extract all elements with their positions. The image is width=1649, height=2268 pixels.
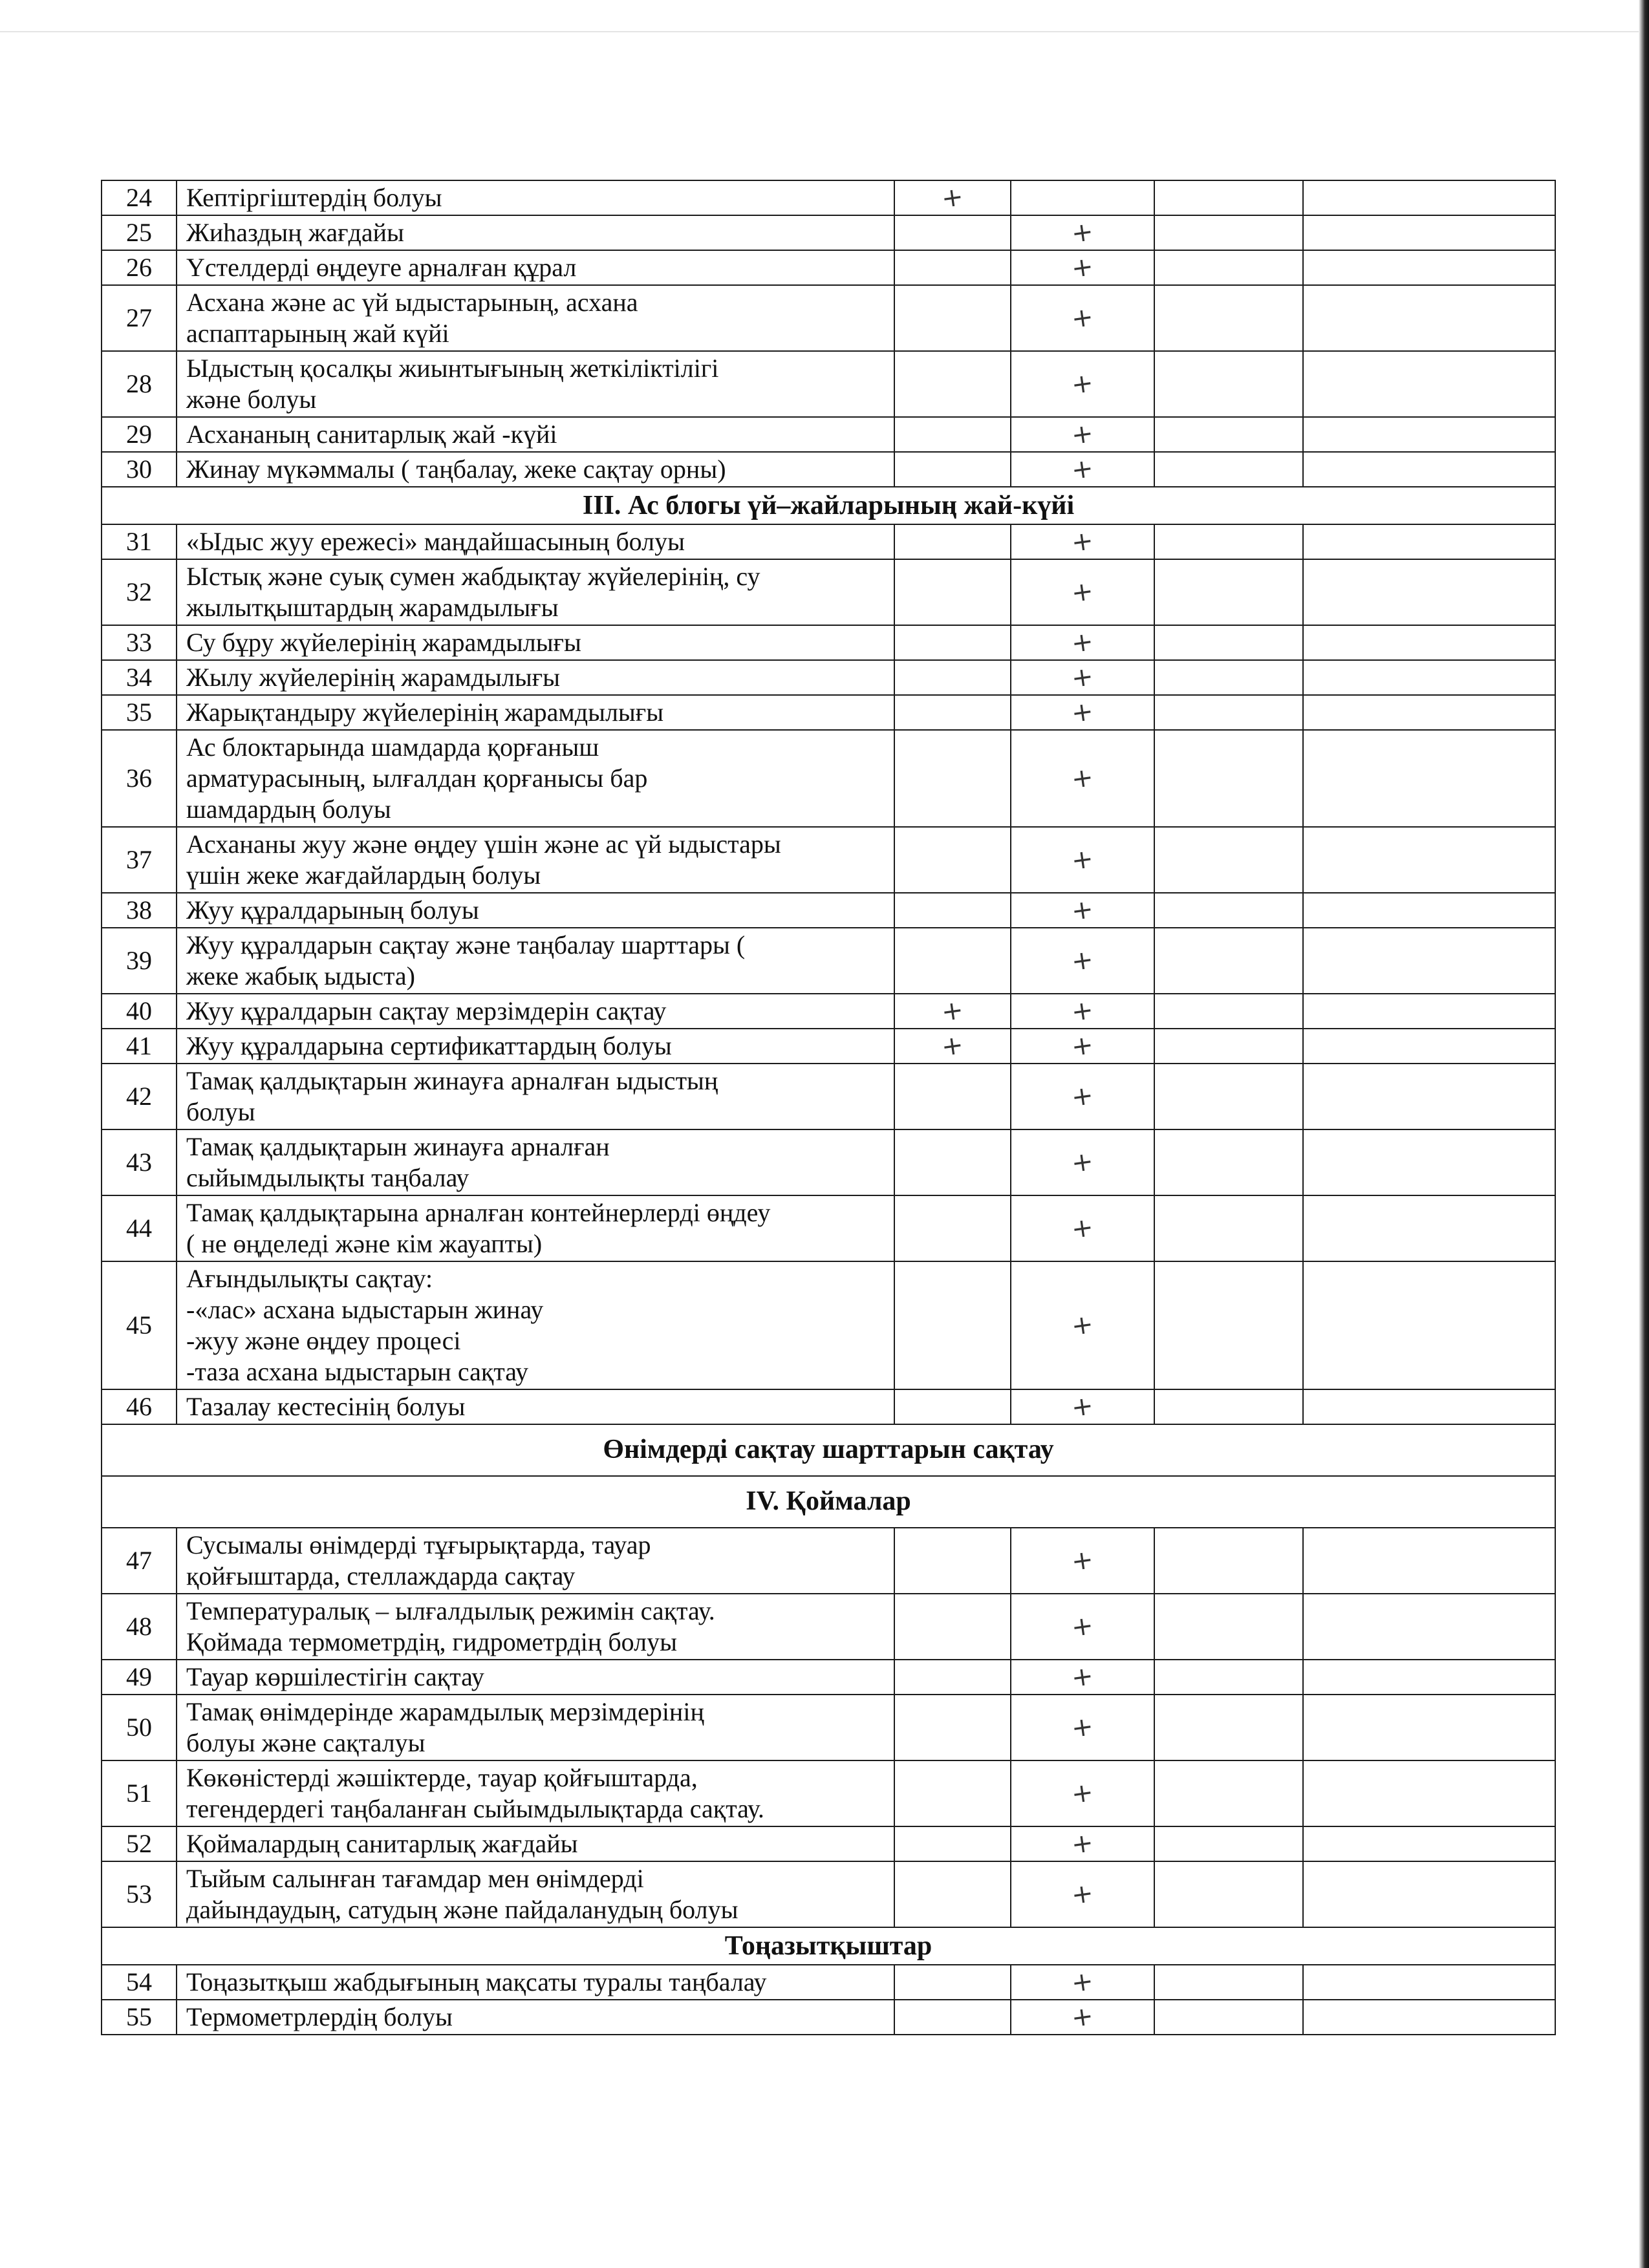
item-number: 50 xyxy=(102,1695,177,1760)
mark-cell-col-3 xyxy=(1154,928,1303,994)
mark-cell-col-1 xyxy=(894,1760,1011,1826)
item-description: «Ыдыс жуу ережесі» маңдайшасының болуы xyxy=(177,524,894,559)
table-row xyxy=(102,1129,1555,1195)
handwritten-mark: + xyxy=(1070,994,1095,1028)
mark-cell-col-3 xyxy=(1154,1029,1303,1064)
handwritten-mark: + xyxy=(1070,661,1095,694)
item-description: Ыдыстың қосалқы жиынтығының жеткіліктілігі және болуы xyxy=(177,351,894,417)
mark-cell-col-4 xyxy=(1303,1826,1555,1861)
mark-cell-col-4 xyxy=(1303,250,1555,285)
table-row xyxy=(102,1195,1555,1261)
mark-cell-col-3 xyxy=(1154,695,1303,730)
item-number: 39 xyxy=(102,928,177,994)
item-description: Жылу жүйелерінің жарамдылығы xyxy=(177,660,894,695)
item-description: Су бұру жүйелерінің жарамдылығы xyxy=(177,625,894,660)
handwritten-mark: + xyxy=(940,994,965,1028)
mark-cell-col-2 xyxy=(1011,524,1154,559)
mark-cell-col-4 xyxy=(1303,1064,1555,1129)
handwritten-mark: + xyxy=(1070,893,1095,927)
handwritten-mark: + xyxy=(1070,1965,1095,1999)
mark-cell-col-2 xyxy=(1011,1389,1154,1424)
checklist-body xyxy=(102,180,1555,2035)
item-description: Тамақ қалдықтарын жинауға арналған сыйымдылықты таңбалау xyxy=(177,1129,894,1195)
handwritten-mark: + xyxy=(1070,1777,1095,1810)
mark-cell-col-1 xyxy=(894,1064,1011,1129)
mark-cell-col-4 xyxy=(1303,351,1555,417)
item-description: Тамақ өнімдерінде жарамдылық мерзімдерінің болуы және сақталуы xyxy=(177,1695,894,1760)
item-number: 42 xyxy=(102,1064,177,1129)
mark-cell-col-3 xyxy=(1154,1261,1303,1389)
item-number: 30 xyxy=(102,452,177,487)
mark-cell-col-2 xyxy=(1011,625,1154,660)
item-number: 46 xyxy=(102,1389,177,1424)
item-number: 34 xyxy=(102,660,177,695)
item-description: Тыйым салынған тағамдар мен өнімдерді дайындаудың, сатудың және пайдаланудың болуы xyxy=(177,1861,894,1927)
mark-cell-col-3 xyxy=(1154,1594,1303,1660)
mark-cell-col-1 xyxy=(894,827,1011,893)
item-number: 31 xyxy=(102,524,177,559)
mark-cell-col-2 xyxy=(1011,1660,1154,1695)
item-number: 28 xyxy=(102,351,177,417)
handwritten-mark: + xyxy=(1070,1146,1095,1179)
table-row xyxy=(102,417,1555,452)
mark-cell-col-3 xyxy=(1154,285,1303,351)
mark-cell-col-2 xyxy=(1011,2000,1154,2035)
table-row xyxy=(102,994,1555,1029)
mark-cell-col-3 xyxy=(1154,215,1303,250)
handwritten-mark: + xyxy=(1070,525,1095,559)
mark-cell-col-2 xyxy=(1011,994,1154,1029)
mark-cell-col-4 xyxy=(1303,452,1555,487)
item-number: 25 xyxy=(102,215,177,250)
handwritten-mark: + xyxy=(1070,418,1095,451)
section-title: Өнімдерді сақтау шарттарын сақтау xyxy=(102,1424,1555,1476)
mark-cell-col-3 xyxy=(1154,1528,1303,1594)
inspection-checklist-table xyxy=(101,180,1556,2035)
mark-cell-col-4 xyxy=(1303,1389,1555,1424)
mark-cell-col-1 xyxy=(894,1594,1011,1660)
mark-cell-col-2 xyxy=(1011,180,1154,215)
item-description: Асхананың санитарлық жай -күйі xyxy=(177,417,894,452)
mark-cell-col-2 xyxy=(1011,559,1154,625)
handwritten-mark: + xyxy=(1070,367,1095,401)
mark-cell-col-4 xyxy=(1303,695,1555,730)
mark-cell-col-1 xyxy=(894,2000,1011,2035)
item-number: 53 xyxy=(102,1861,177,1927)
mark-cell-col-1 xyxy=(894,893,1011,928)
item-description: Қоймалардың санитарлық жағдайы xyxy=(177,1826,894,1861)
mark-cell-col-2 xyxy=(1011,1129,1154,1195)
mark-cell-col-4 xyxy=(1303,827,1555,893)
mark-cell-col-1 xyxy=(894,625,1011,660)
table-row xyxy=(102,1965,1555,2000)
item-description: Ыстық және суық сумен жабдықтау жүйелерінің, су жылытқыштардың жарамдылығы xyxy=(177,559,894,625)
mark-cell-col-4 xyxy=(1303,1594,1555,1660)
table-row xyxy=(102,1029,1555,1064)
item-number: 24 xyxy=(102,180,177,215)
section-header-row xyxy=(102,1927,1555,1965)
mark-cell-col-1 xyxy=(894,1660,1011,1695)
mark-cell-col-1 xyxy=(894,351,1011,417)
table-row xyxy=(102,285,1555,351)
mark-cell-col-4 xyxy=(1303,524,1555,559)
mark-cell-col-2 xyxy=(1011,1965,1154,2000)
mark-cell-col-2 xyxy=(1011,1528,1154,1594)
item-number: 43 xyxy=(102,1129,177,1195)
mark-cell-col-4 xyxy=(1303,1029,1555,1064)
mark-cell-col-3 xyxy=(1154,351,1303,417)
handwritten-mark: + xyxy=(1070,944,1095,978)
item-number: 48 xyxy=(102,1594,177,1660)
handwritten-mark: + xyxy=(1070,762,1095,795)
mark-cell-col-2 xyxy=(1011,827,1154,893)
mark-cell-col-2 xyxy=(1011,893,1154,928)
handwritten-mark: + xyxy=(1070,301,1095,335)
mark-cell-col-3 xyxy=(1154,1064,1303,1129)
mark-cell-col-3 xyxy=(1154,2000,1303,2035)
item-description: Термометрлердің болуы xyxy=(177,2000,894,2035)
mark-cell-col-4 xyxy=(1303,660,1555,695)
mark-cell-col-4 xyxy=(1303,1660,1555,1695)
mark-cell-col-3 xyxy=(1154,180,1303,215)
mark-cell-col-2 xyxy=(1011,1861,1154,1927)
item-number: 55 xyxy=(102,2000,177,2035)
handwritten-mark: + xyxy=(1070,1080,1095,1113)
mark-cell-col-3 xyxy=(1154,1195,1303,1261)
mark-cell-col-2 xyxy=(1011,1594,1154,1660)
item-description: Жуу құралдарын сақтау мерзімдерін сақтау xyxy=(177,994,894,1029)
item-description: Жуу құралдарын сақтау және таңбалау шарттары ( жеке жабық ыдыста) xyxy=(177,928,894,994)
mark-cell-col-4 xyxy=(1303,285,1555,351)
table-row xyxy=(102,250,1555,285)
item-description: Жарықтандыру жүйелерінің жарамдылығы xyxy=(177,695,894,730)
mark-cell-col-1 xyxy=(894,452,1011,487)
handwritten-mark: + xyxy=(1070,1660,1095,1694)
mark-cell-col-3 xyxy=(1154,660,1303,695)
mark-cell-col-1 xyxy=(894,1861,1011,1927)
table-row xyxy=(102,660,1555,695)
table-row xyxy=(102,524,1555,559)
mark-cell-col-4 xyxy=(1303,893,1555,928)
mark-cell-col-2 xyxy=(1011,695,1154,730)
table-row xyxy=(102,1594,1555,1660)
mark-cell-col-4 xyxy=(1303,215,1555,250)
mark-cell-col-4 xyxy=(1303,730,1555,827)
section-title: IV. Қоймалар xyxy=(102,1476,1555,1528)
item-number: 32 xyxy=(102,559,177,625)
mark-cell-col-3 xyxy=(1154,524,1303,559)
table-row xyxy=(102,215,1555,250)
table-row xyxy=(102,351,1555,417)
mark-cell-col-3 xyxy=(1154,1760,1303,1826)
mark-cell-col-2 xyxy=(1011,250,1154,285)
table-row xyxy=(102,1261,1555,1389)
handwritten-mark: + xyxy=(1070,1878,1095,1911)
mark-cell-col-4 xyxy=(1303,1965,1555,2000)
table-row xyxy=(102,893,1555,928)
scan-edge-shadow xyxy=(1639,0,1649,2268)
table-row xyxy=(102,559,1555,625)
item-number: 49 xyxy=(102,1660,177,1695)
mark-cell-col-1 xyxy=(894,559,1011,625)
mark-cell-col-4 xyxy=(1303,1195,1555,1261)
mark-cell-col-3 xyxy=(1154,1660,1303,1695)
handwritten-mark: + xyxy=(940,1029,965,1063)
mark-cell-col-4 xyxy=(1303,417,1555,452)
table-row xyxy=(102,1826,1555,1861)
item-number: 38 xyxy=(102,893,177,928)
handwritten-mark: + xyxy=(940,181,965,215)
item-description: Жуу құралдарына сертификаттардың болуы xyxy=(177,1029,894,1064)
item-number: 29 xyxy=(102,417,177,452)
mark-cell-col-1 xyxy=(894,1826,1011,1861)
item-description: Тазалау кестесінің болуы xyxy=(177,1389,894,1424)
handwritten-mark: + xyxy=(1070,216,1095,250)
item-description: Жуу құралдарының болуы xyxy=(177,893,894,928)
handwritten-mark: + xyxy=(1070,2000,1095,2034)
item-number: 40 xyxy=(102,994,177,1029)
handwritten-mark: + xyxy=(1070,843,1095,877)
mark-cell-col-3 xyxy=(1154,1861,1303,1927)
table-row xyxy=(102,1389,1555,1424)
item-description: Асхана және ас үй ыдыстарының, асхана аспаптарының жай күйі xyxy=(177,285,894,351)
item-number: 33 xyxy=(102,625,177,660)
mark-cell-col-1 xyxy=(894,215,1011,250)
mark-cell-col-1 xyxy=(894,285,1011,351)
section-header-row xyxy=(102,1476,1555,1528)
mark-cell-col-4 xyxy=(1303,1861,1555,1927)
item-description: Кептіргіштердің болуы xyxy=(177,180,894,215)
mark-cell-col-2 xyxy=(1011,215,1154,250)
mark-cell-col-1 xyxy=(894,417,1011,452)
item-description: Тамақ қалдықтарын жинауға арналған ыдыстың болуы xyxy=(177,1064,894,1129)
table-row xyxy=(102,1695,1555,1760)
mark-cell-col-3 xyxy=(1154,250,1303,285)
item-number: 36 xyxy=(102,730,177,827)
item-number: 54 xyxy=(102,1965,177,2000)
mark-cell-col-1 xyxy=(894,1195,1011,1261)
mark-cell-col-2 xyxy=(1011,1695,1154,1760)
handwritten-mark: + xyxy=(1070,575,1095,609)
item-description: Үстелдерді өңдеуге арналған құрал xyxy=(177,250,894,285)
item-description: Ағындылықты сақтау: -«лас» асхана ыдыстарын жинау -жуу және өңдеу процесі -таза асхана ыдыстарын сақтау xyxy=(177,1261,894,1389)
mark-cell-col-3 xyxy=(1154,1965,1303,2000)
mark-cell-col-3 xyxy=(1154,893,1303,928)
item-number: 47 xyxy=(102,1528,177,1594)
mark-cell-col-2 xyxy=(1011,351,1154,417)
section-header-row xyxy=(102,487,1555,524)
handwritten-mark: + xyxy=(1070,626,1095,659)
handwritten-mark: + xyxy=(1070,1711,1095,1744)
mark-cell-col-2 xyxy=(1011,452,1154,487)
table-row xyxy=(102,827,1555,893)
item-number: 26 xyxy=(102,250,177,285)
mark-cell-col-2 xyxy=(1011,1064,1154,1129)
handwritten-mark: + xyxy=(1070,1309,1095,1342)
mark-cell-col-3 xyxy=(1154,1129,1303,1195)
mark-cell-col-4 xyxy=(1303,1695,1555,1760)
mark-cell-col-4 xyxy=(1303,1129,1555,1195)
table-row xyxy=(102,180,1555,215)
mark-cell-col-4 xyxy=(1303,994,1555,1029)
mark-cell-col-4 xyxy=(1303,1760,1555,1826)
table-row xyxy=(102,452,1555,487)
handwritten-mark: + xyxy=(1070,453,1095,486)
handwritten-mark: + xyxy=(1070,1029,1095,1063)
section-header-row xyxy=(102,1424,1555,1476)
mark-cell-col-3 xyxy=(1154,994,1303,1029)
item-number: 41 xyxy=(102,1029,177,1064)
table-row xyxy=(102,1064,1555,1129)
table-row xyxy=(102,730,1555,827)
item-description: Сусымалы өнімдерді тұғырықтарда, тауар қойғыштарда, стеллаждарда сақтау xyxy=(177,1528,894,1594)
mark-cell-col-1 xyxy=(894,1261,1011,1389)
item-number: 35 xyxy=(102,695,177,730)
mark-cell-col-4 xyxy=(1303,625,1555,660)
mark-cell-col-1 xyxy=(894,1695,1011,1760)
mark-cell-col-1 xyxy=(894,524,1011,559)
mark-cell-col-3 xyxy=(1154,827,1303,893)
mark-cell-col-1 xyxy=(894,1029,1011,1064)
mark-cell-col-4 xyxy=(1303,928,1555,994)
table-row xyxy=(102,928,1555,994)
mark-cell-col-1 xyxy=(894,730,1011,827)
mark-cell-col-3 xyxy=(1154,559,1303,625)
table-row xyxy=(102,695,1555,730)
mark-cell-col-1 xyxy=(894,695,1011,730)
table-row xyxy=(102,2000,1555,2035)
mark-cell-col-2 xyxy=(1011,285,1154,351)
scan-artifact-line xyxy=(0,31,1649,32)
item-description: Тамақ қалдықтарына арналған контейнерлерді өңдеу ( не өңделеді және кім жауапты) xyxy=(177,1195,894,1261)
item-description: Жиһаздың жағдайы xyxy=(177,215,894,250)
mark-cell-col-3 xyxy=(1154,1695,1303,1760)
handwritten-mark: + xyxy=(1070,1390,1095,1424)
handwritten-mark: + xyxy=(1070,1544,1095,1578)
mark-cell-col-1 xyxy=(894,660,1011,695)
mark-cell-col-3 xyxy=(1154,625,1303,660)
mark-cell-col-2 xyxy=(1011,1826,1154,1861)
item-number: 37 xyxy=(102,827,177,893)
table-row xyxy=(102,1528,1555,1594)
item-description: Тауар көршілестігін сақтау xyxy=(177,1660,894,1695)
mark-cell-col-3 xyxy=(1154,730,1303,827)
mark-cell-col-1 xyxy=(894,1129,1011,1195)
mark-cell-col-4 xyxy=(1303,1261,1555,1389)
item-number: 45 xyxy=(102,1261,177,1389)
mark-cell-col-1 xyxy=(894,180,1011,215)
mark-cell-col-1 xyxy=(894,250,1011,285)
section-title: Тоңазытқыштар xyxy=(102,1927,1555,1965)
mark-cell-col-1 xyxy=(894,994,1011,1029)
mark-cell-col-3 xyxy=(1154,1826,1303,1861)
mark-cell-col-4 xyxy=(1303,559,1555,625)
mark-cell-col-4 xyxy=(1303,1528,1555,1594)
handwritten-mark: + xyxy=(1070,1212,1095,1245)
table-row xyxy=(102,1861,1555,1927)
table-row xyxy=(102,1760,1555,1826)
mark-cell-col-2 xyxy=(1011,928,1154,994)
mark-cell-col-2 xyxy=(1011,1261,1154,1389)
table-row xyxy=(102,1660,1555,1695)
mark-cell-col-4 xyxy=(1303,2000,1555,2035)
mark-cell-col-2 xyxy=(1011,417,1154,452)
mark-cell-col-2 xyxy=(1011,730,1154,827)
mark-cell-col-1 xyxy=(894,928,1011,994)
handwritten-mark: + xyxy=(1070,1827,1095,1861)
item-number: 51 xyxy=(102,1760,177,1826)
mark-cell-col-1 xyxy=(894,1389,1011,1424)
item-number: 27 xyxy=(102,285,177,351)
mark-cell-col-2 xyxy=(1011,660,1154,695)
item-number: 52 xyxy=(102,1826,177,1861)
item-description: Тоңазытқыш жабдығының мақсаты туралы таңбалау xyxy=(177,1965,894,2000)
mark-cell-col-3 xyxy=(1154,417,1303,452)
mark-cell-col-1 xyxy=(894,1528,1011,1594)
item-description: Көкөністерді жәшіктерде, тауар қойғыштарда, тегендердегі таңбаланған сыйымдылықтарда сақтау. xyxy=(177,1760,894,1826)
item-number: 44 xyxy=(102,1195,177,1261)
handwritten-mark: + xyxy=(1070,1610,1095,1643)
item-description: Жинау мүкәммалы ( таңбалау, жеке сақтау орны) xyxy=(177,452,894,487)
mark-cell-col-4 xyxy=(1303,180,1555,215)
handwritten-mark: + xyxy=(1070,696,1095,729)
handwritten-mark: + xyxy=(1070,251,1095,284)
item-description: Ас блоктарында шамдарда қорғаныш арматурасының, ылғалдан қорғанысы бар шамдардың болуы xyxy=(177,730,894,827)
mark-cell-col-2 xyxy=(1011,1029,1154,1064)
mark-cell-col-3 xyxy=(1154,1389,1303,1424)
mark-cell-col-2 xyxy=(1011,1195,1154,1261)
item-description: Температуралық – ылғалдылық режимін сақтау. Қоймада термометрдің, гидрометрдің болуы xyxy=(177,1594,894,1660)
mark-cell-col-2 xyxy=(1011,1760,1154,1826)
table-row xyxy=(102,625,1555,660)
mark-cell-col-3 xyxy=(1154,452,1303,487)
mark-cell-col-1 xyxy=(894,1965,1011,2000)
section-title: III. Ас блогы үй–жайларының жай-күйі xyxy=(102,487,1555,524)
item-description: Асхананы жуу және өңдеу үшін және ас үй ыдыстары үшін жеке жағдайлардың болуы xyxy=(177,827,894,893)
